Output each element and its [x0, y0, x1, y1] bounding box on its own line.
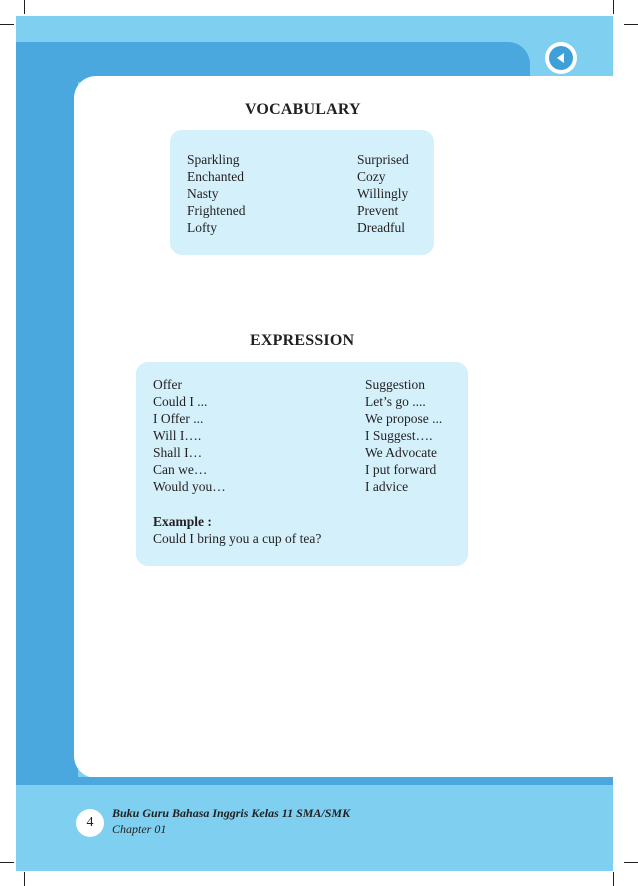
suggestion-item: We propose ... [365, 411, 443, 426]
vocabulary-word: Surprised [357, 152, 409, 167]
example-label: Example : [153, 514, 212, 529]
vocabulary-word: Frightened [187, 203, 246, 218]
example-text: Could I bring you a cup of tea? [153, 531, 322, 546]
suggestion-item: We Advocate [365, 445, 438, 460]
vocabulary-word: Enchanted [187, 169, 244, 184]
vocabulary-title: VOCABULARY [245, 101, 361, 118]
vocabulary-word: Prevent [357, 203, 399, 218]
page-number: 4 [76, 809, 104, 837]
offer-header: Offer [153, 377, 182, 392]
vocabulary-word: Cozy [357, 169, 386, 184]
vocabulary-left-column [187, 151, 246, 236]
crop-mark [24, 872, 25, 886]
offer-item: Shall I… [153, 445, 203, 460]
vocabulary-word: Nasty [187, 186, 219, 201]
footer-divider [16, 777, 613, 785]
crop-mark [0, 862, 14, 863]
suggestion-item: I Suggest…. [365, 428, 433, 443]
vocabulary-right-column [357, 151, 409, 236]
vocabulary-word: Lofty [187, 220, 217, 235]
offer-item: I Offer ... [153, 411, 204, 426]
crop-mark [624, 24, 638, 25]
back-button[interactable] [545, 42, 577, 74]
left-margin-bar [16, 42, 78, 785]
crop-mark [24, 0, 25, 14]
back-arrow-icon [555, 52, 567, 64]
vocabulary-word: Dreadful [357, 220, 405, 235]
crop-mark [613, 0, 614, 14]
suggestion-item: I advice [365, 479, 409, 494]
crop-mark [613, 872, 614, 886]
offer-item: Could I ... [153, 394, 208, 409]
crop-mark [624, 862, 638, 863]
crop-mark [0, 24, 14, 25]
footer-chapter: Chapter 01 [112, 822, 167, 836]
offer-item: Will I…. [153, 428, 202, 443]
vocabulary-word: Sparkling [187, 152, 240, 167]
suggestion-header: Suggestion [365, 377, 426, 392]
expression-title: EXPRESSION [250, 332, 355, 349]
footer-book-title: Buku Guru Bahasa Inggris Kelas 11 SMA/SMK [112, 806, 351, 820]
offer-column [153, 376, 226, 495]
suggestion-item: Let’s go .... [365, 394, 426, 409]
vocabulary-word: Willingly [357, 186, 409, 201]
suggestion-column [365, 376, 442, 495]
example-block [153, 513, 321, 547]
suggestion-item: I put forward [365, 462, 437, 477]
offer-item: Would you… [153, 479, 226, 494]
offer-item: Can we… [153, 462, 208, 477]
